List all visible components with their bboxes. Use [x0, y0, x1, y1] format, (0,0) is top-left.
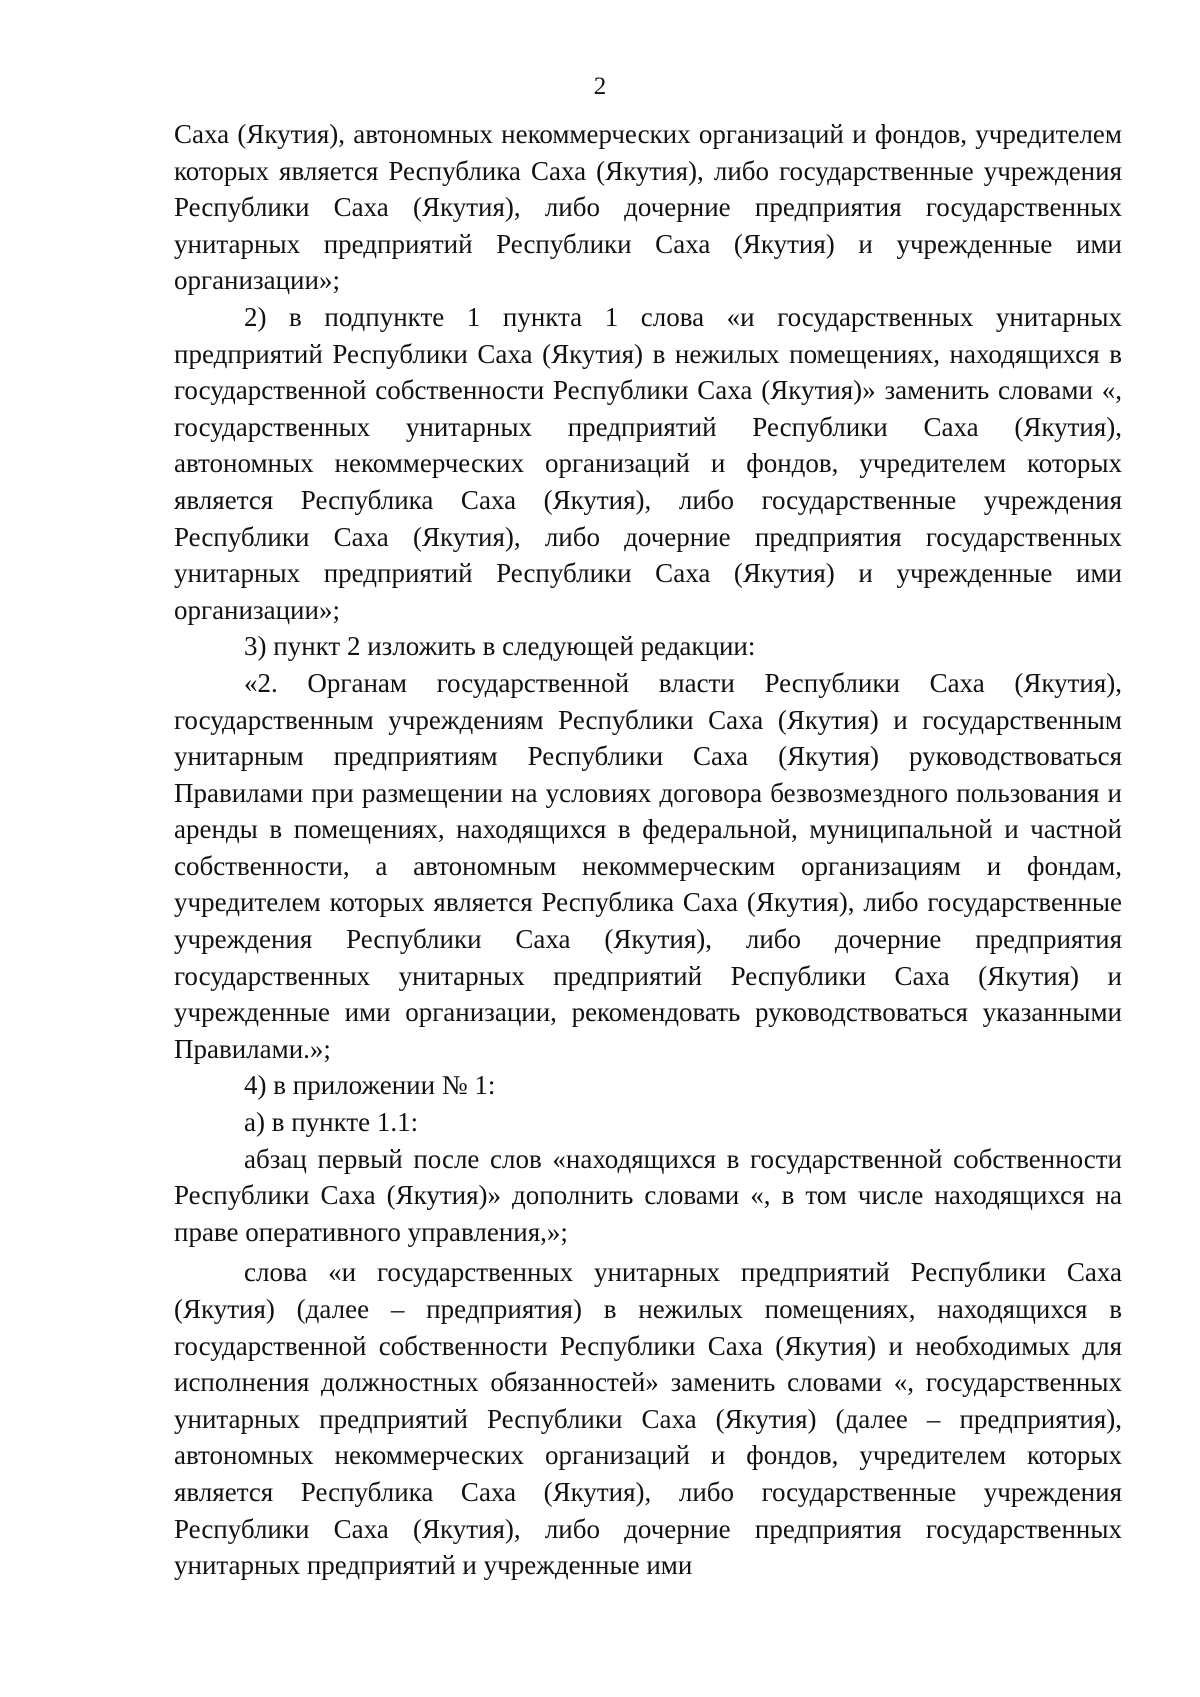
paragraph-first-abzac: абзац первый после слов «находящихся в государственной собственности Республики Саха (Якутия)» дополнить словами «, в том числе находящихся на праве оперативного управления,»; — [174, 1143, 1122, 1247]
paragraph-new-text-point-2: «2. Органам государственной власти Республики Саха (Якутия), государственным учреждениям Республики Саха (Якутия) и государственным унитарным предприятиям Республики Саха (Якутия) руководствоваться Правилами при размещении на условиях договора безвозмездного пользования и аренды в помещениях, находящихся в федеральной, муниципальной и частной собственности, а автономным некоммерческим организациям и фондам, учредителем которых является Республика Саха (Якутия), либо государственные учреждения Республики Саха (Якутия), либо дочерние предприятия государственных унитарных предприятий Республики Саха (Якутия) и учрежденные ими организации, рекомендовать руководствоваться указанными Правилами.»; — [174, 667, 1122, 1064]
paragraph-subitem-a: а) в пункте 1.1: — [244, 1107, 419, 1138]
paragraph-item-4: 4) в приложении № 1: — [244, 1070, 496, 1101]
paragraph-item-3: 3) пункт 2 изложить в следующей редакции: — [244, 631, 756, 662]
paragraph-item-2: 2) в подпункте 1 пункта 1 слова «и государственных унитарных предприятий Республики Саха (Якутия) в нежилых помещениях, находящихся в государственной собственности Республики Саха (Якутия)» заменить словами «, государственных унитарных предприятий Республики Саха (Якутия), автономных некоммерческих организаций и фондов, учредителем которых является Республика Саха (Якутия), либо государственные учреждения Республики Саха (Якутия), либо дочерние предприятия государственных унитарных предприятий Республики Саха (Якутия) и учрежденные ими организации»; — [174, 301, 1122, 625]
document-body — [174, 116, 1122, 1584]
page-number: 2 — [593, 73, 607, 100]
paragraph-words-replace: слова «и государственных унитарных предприятий Республики Саха (Якутия) (далее – предприятия) в нежилых помещениях, находящихся в государственной собственности Республики Саха (Якутия) и необходимых для исполнения должностных обязанностей» заменить словами «, государственных унитарных предприятий Республики Саха (Якутия) (далее – предприятия), автономных некоммерческих организаций и фондов, учредителем которых является Республика Саха (Якутия), либо государственные учреждения Республики Саха (Якутия), либо дочерние предприятия государственных унитарных предприятий и учрежденные ими — [174, 1257, 1122, 1581]
paragraph-continuation: Саха (Якутия), автономных некоммерческих организаций и фондов, учредителем которых является Республика Саха (Якутия), либо государственные учреждения Республики Саха (Якутия), либо дочерние предприятия государственных унитарных предприятий Республики Саха (Якутия) и учрежденные ими организации»; — [174, 119, 1122, 296]
